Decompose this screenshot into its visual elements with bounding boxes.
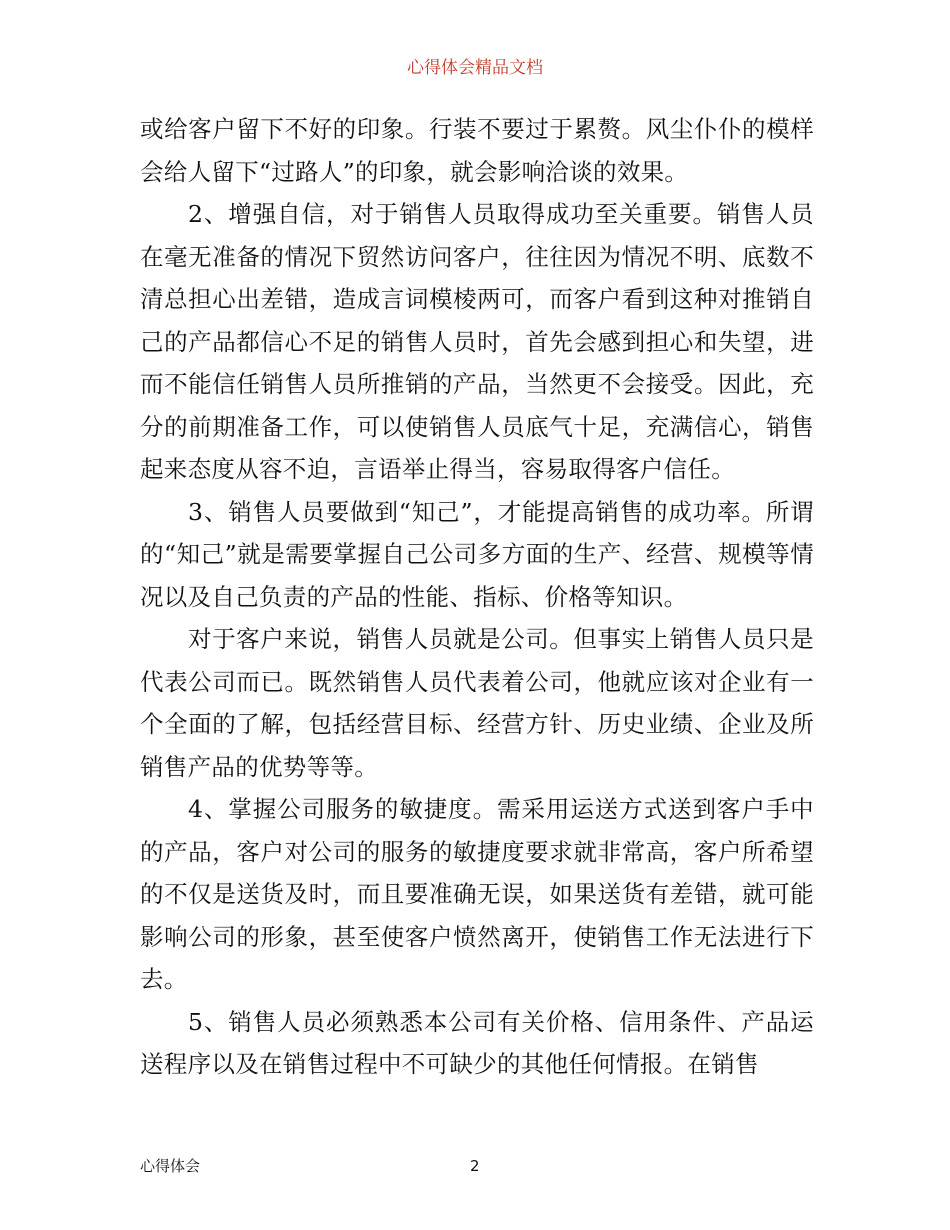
paragraph-1: 或给客户留下不好的印象。行装不要过于累赘。风尘仆仆的模样会给人留下“过路人”的印象，就会影响洽谈的效果。 bbox=[140, 115, 814, 186]
paragraph-2: 2、增强自信，对于销售人员取得成功至关重要。销售人员在毫无准备的情况下贸然访问客户，往往因为情况不明、底数不清总担心出差错，造成言词模棱两可，而客户看到这种对推销自己的产品都信心不足的销售人员时，首先会感到担心和失望，进而不能信任销售人员所推销的产品，当然更不会接受。因此，充分的前期准备工作，可以使销售人员底气十足，充满信心，销售起来态度从容不迫，言语举止得当，容易取得客户信任。 bbox=[140, 200, 814, 483]
paragraph-6: 5、销售人员必须熟悉本公司有关价格、信用条件、产品运送程序以及在销售过程中不可缺少的其他任何情报。在销售 bbox=[140, 1007, 814, 1078]
paragraph-3: 3、销售人员要做到“知己”，才能提高销售的成功率。所谓的“知己”就是需要掌握自己公司多方面的生产、经营、规模等情况以及自己负责的产品的性能、指标、价格等知识。 bbox=[140, 497, 814, 611]
document-body bbox=[140, 108, 814, 1086]
page-footer bbox=[140, 1154, 814, 1178]
page-number: 2 bbox=[470, 1157, 480, 1175]
page-header-title: 心得体会精品文档 bbox=[407, 58, 543, 78]
paragraph-5: 4、掌握公司服务的敏捷度。需采用运送方式送到客户手中的产品，客户对公司的服务的敏捷度要求就非常高，客户所希望的不仅是送货及时，而且要准确无误，如果送货有差错，就可能影响公司的形象，甚至使客户愤然离开，使销售工作无法进行下去。 bbox=[140, 795, 814, 993]
paragraph-4: 对于客户来说，销售人员就是公司。但事实上销售人员只是代表公司而已。既然销售人员代表着公司，他就应该对企业有一个全面的了解，包括经营目标、经营方针、历史业绩、企业及所销售产品的优势等等。 bbox=[140, 625, 814, 781]
footer-label: 心得体会 bbox=[140, 1157, 201, 1175]
